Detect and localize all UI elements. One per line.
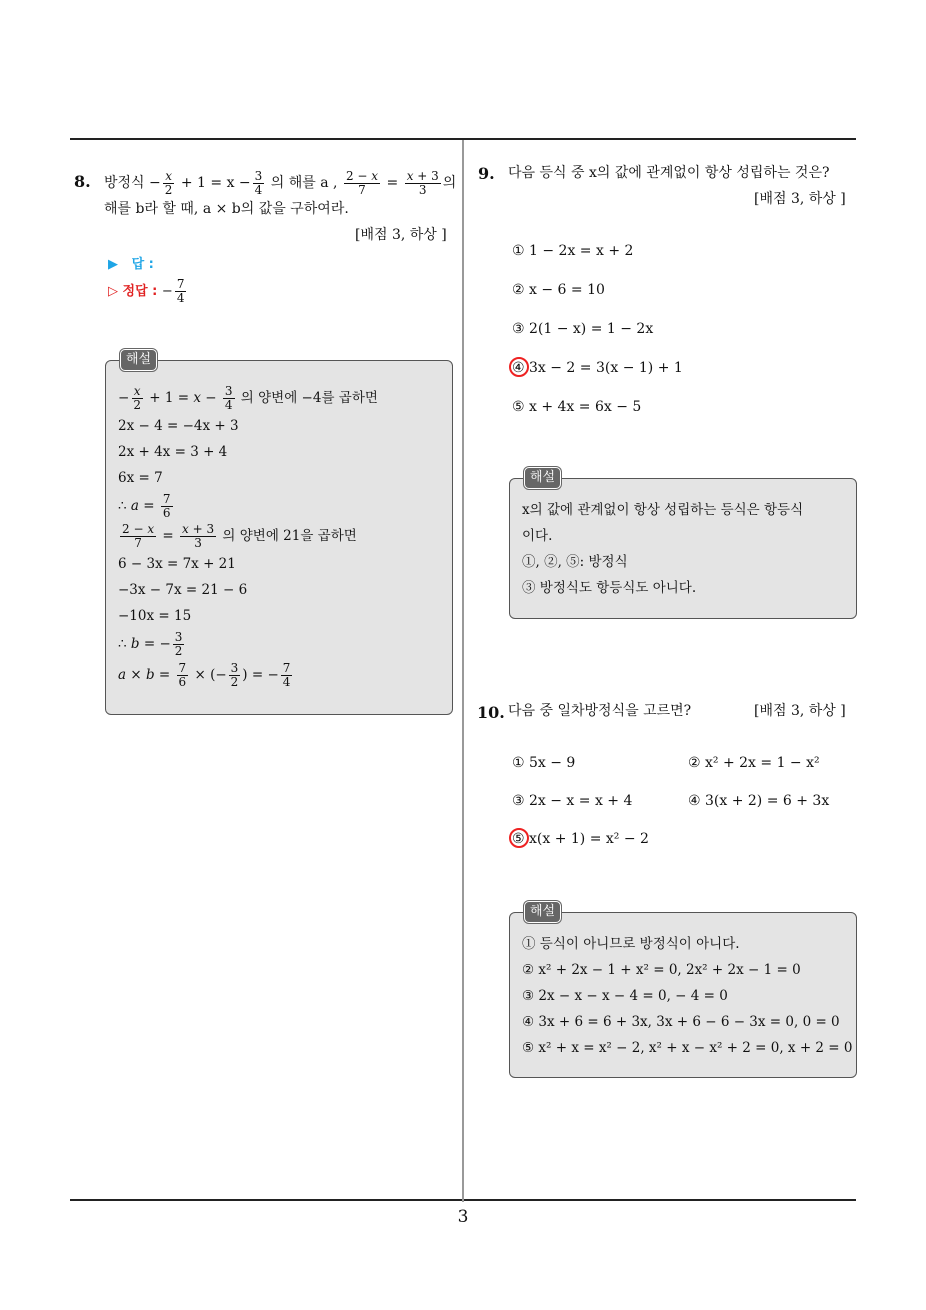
q8-explain-line: ∴ a = $\frac{7}{6}$ (118, 492, 171, 520)
q8-minus: − (149, 175, 161, 191)
q10-explain-title: 해설 (524, 901, 561, 923)
q10-question: 다음 중 일차방정식을 고르면? (508, 703, 692, 719)
q8-explain-body (118, 383, 440, 691)
q9-explain-title: 해설 (524, 467, 561, 489)
q8-explain-line: −3x − 7x = 21 − 6 (118, 582, 248, 598)
q8-question-line2: 해를 b라 할 때, a × b의 값을 구하여라. (104, 201, 349, 217)
q10-explain-line: ② x² + 2x − 1 + x² = 0, 2x² + 2x − 1 = 0 (522, 962, 801, 978)
correct-arrow-icon: ▷ (108, 284, 118, 299)
q8-frac-x-2: $\frac{x}{2}$ (164, 168, 173, 197)
q8-explain-line: 2x + 4x = 3 + 4 (118, 444, 228, 460)
q9-explanation-box (509, 470, 857, 619)
q9-choice-3[interactable]: ③ 2(1 − x) = 1 − 2x (512, 321, 654, 337)
q8-answer-row (108, 253, 154, 272)
q8-correct-label: 정답 : (122, 284, 158, 299)
q9-number: 9. (478, 164, 495, 183)
q9-explain-body (522, 497, 844, 601)
q10-number: 10. (477, 703, 505, 722)
q8-correct-row (108, 277, 188, 307)
q9-score: [배점 3, 하상 ] (754, 191, 846, 207)
q8-answer-label: 답 : (131, 257, 154, 272)
q9-question: 다음 등식 중 x의 값에 관계없이 항상 성립하는 것은? (508, 165, 830, 181)
q10-explain-line: ④ 3x + 6 = 6 + 3x, 3x + 6 − 6 − 3x = 0, 0 = 0 (522, 1014, 840, 1030)
q10-explain-line: ⑤ x² + x = x² − 2, x² + x − x² + 2 = 0, x + 2 = 0 (522, 1040, 853, 1056)
q8-explain-title: 해설 (120, 349, 157, 371)
q10-explain-line: ① 등식이 아니므로 방정식이 아니다. (522, 936, 740, 952)
q8-explain-line: a × b = $\frac{7}{6}$ × (− $\frac{3}{2}$ ) = − $\frac{7}{4}$ (118, 661, 291, 689)
q9-choice-4[interactable]: ④ 3x − 2 = 3(x − 1) + 1 (512, 360, 683, 376)
q10-choice-4[interactable]: ④ 3(x + 2) = 6 + 3x (688, 793, 830, 809)
q10-choice-2[interactable]: ② x² + 2x = 1 − x² (688, 755, 820, 771)
q9-choice-2[interactable]: ② x − 6 = 10 (512, 282, 605, 298)
q10-choice-1[interactable]: ① 5x − 9 (512, 755, 576, 771)
q8-score: [배점 3, 하상 ] (355, 227, 447, 243)
q9-explain-line: ③ 방정식도 항등식도 아니다. (522, 580, 697, 596)
page-number: 3 (457, 1207, 469, 1227)
q8-line1-mid1: + 1 = x − (180, 175, 251, 191)
q9-explain-line: 이다. (522, 528, 553, 544)
q8-frac-2mx-7: $\frac{2 - x}{7}$ (345, 168, 379, 197)
q8-line1-eq: = (386, 175, 399, 191)
q10-score: [배점 3, 하상 ] (754, 703, 846, 719)
q8-correct-value: − $\frac{7}{4}$ (161, 277, 185, 305)
q9-explain-line: x의 값에 관계없이 항상 성립하는 등식은 항등식 (522, 502, 804, 518)
q8-frac-xp3-3: $\frac{x + 3}{3}$ (406, 168, 439, 197)
q8-explain-line: $\frac{2 - x}{7}$ = $\frac{x + 3}{3}$ 의 양변에 21을 곱하면 (122, 522, 357, 550)
q8-question-line1 (104, 168, 456, 198)
answer-arrow-icon: ▶ (108, 257, 118, 272)
q8-explain-line: − $\frac{x}{2}$ + 1 = x − $\frac{3}{4}$ 의 양변에 −4를 곱하면 (118, 384, 378, 412)
q8-line1-post: 의 (442, 175, 457, 191)
q10-choice-3[interactable]: ③ 2x − x = x + 4 (512, 793, 633, 809)
q8-explain-line: ∴ b = − $\frac{3}{2}$ (118, 630, 183, 658)
q10-explain-body (522, 931, 853, 1061)
q8-line1-pre: 방정식 (104, 175, 145, 191)
q9-choice-5[interactable]: ⑤ x + 4x = 6x − 5 (512, 399, 642, 415)
q8-line1-mid2: 의 해를 a , (270, 175, 338, 191)
q8-explain-line: −10x = 15 (118, 608, 192, 624)
q9-explain-line: ①, ②, ⑤: 방정식 (522, 554, 628, 570)
q9-choice-1[interactable]: ① 1 − 2x = x + 2 (512, 243, 634, 259)
q8-explain-line: 6 − 3x = 7x + 21 (118, 556, 236, 572)
q8-number: 8. (74, 172, 91, 191)
q8-explain-line: 6x = 7 (118, 470, 163, 486)
q8-explanation-box (105, 352, 453, 715)
q8-frac-3-4: $\frac{3}{4}$ (254, 168, 263, 197)
q10-choice-5[interactable]: ⑤ x(x + 1) = x² − 2 (512, 831, 649, 847)
q10-explanation-box (509, 904, 857, 1078)
column-divider (462, 140, 464, 1202)
q10-explain-line: ③ 2x − x − x − 4 = 0, − 4 = 0 (522, 988, 728, 1004)
q8-explain-line: 2x − 4 = −4x + 3 (118, 418, 239, 434)
